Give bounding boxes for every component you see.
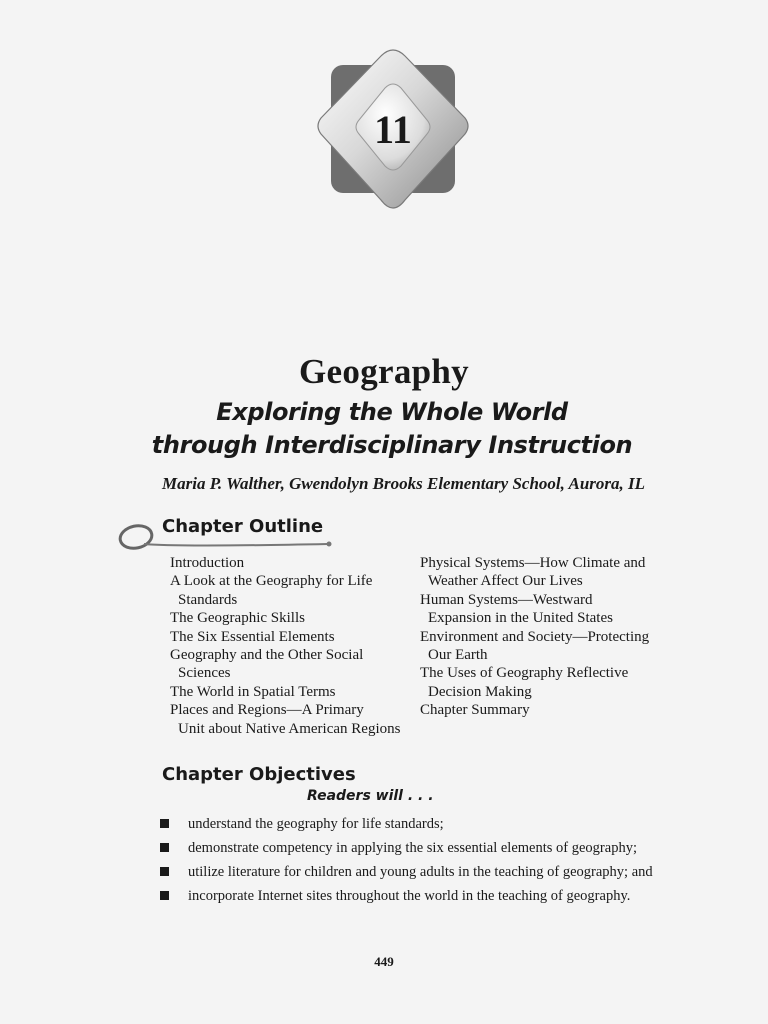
outline-item: Chapter Summary bbox=[420, 702, 530, 719]
chapter-outline-heading: Chapter Outline bbox=[162, 516, 324, 537]
square-bullet-icon bbox=[160, 867, 169, 876]
chapter-objectives-heading: Chapter Objectives bbox=[162, 764, 356, 785]
outline-rule-line bbox=[144, 544, 328, 546]
outline-right-column bbox=[420, 554, 680, 720]
subtitle-line-1: Exploring the Whole World bbox=[216, 398, 568, 426]
outline-item: The World in Spatial Terms bbox=[170, 683, 336, 700]
chapter-badge-graphic bbox=[315, 48, 471, 210]
outline-left-column bbox=[170, 554, 420, 738]
outline-item: Places and Regions—A Primary bbox=[170, 702, 364, 719]
outline-item: The Six Essential Elements bbox=[170, 628, 335, 645]
outline-item: Our Earth bbox=[428, 647, 488, 664]
objective-text: utilize literature for children and young adults in the teaching of geography; and bbox=[188, 864, 653, 880]
outline-item: Expansion in the United States bbox=[428, 610, 613, 627]
outline-item: Decision Making bbox=[428, 683, 532, 700]
outline-item: Geography and the Other Social bbox=[170, 647, 364, 664]
outline-item: A Look at the Geography for Life bbox=[170, 573, 373, 590]
square-bullet-icon bbox=[160, 819, 169, 828]
outline-item: The Uses of Geography Reflective bbox=[420, 665, 629, 682]
chapter-badge bbox=[315, 48, 471, 210]
chapter-number: 11 bbox=[374, 107, 412, 152]
outline-item: Unit about Native American Regions bbox=[178, 720, 401, 737]
objective-item bbox=[160, 884, 720, 908]
outline-item: Sciences bbox=[178, 665, 231, 682]
outline-ring-shape bbox=[118, 523, 154, 551]
outline-item: Standards bbox=[178, 591, 238, 608]
objective-item bbox=[160, 836, 720, 860]
square-bullet-icon bbox=[160, 891, 169, 900]
outline-item: Environment and Society—Protecting bbox=[420, 628, 650, 645]
outline-item: Introduction bbox=[170, 555, 245, 571]
objectives-lead: Readers will . . . bbox=[307, 788, 434, 804]
outline-item: The Geographic Skills bbox=[170, 610, 305, 627]
objective-text: incorporate Internet sites throughout the world in the teaching of geography. bbox=[188, 888, 631, 904]
chapter-title: Geography bbox=[299, 352, 469, 391]
square-bullet-icon bbox=[160, 843, 169, 852]
subtitle-line-2: through Interdisciplinary Instruction bbox=[151, 431, 633, 459]
outline-item: Weather Affect Our Lives bbox=[428, 573, 583, 590]
objective-text: understand the geography for life standards; bbox=[188, 816, 444, 832]
outline-item: Human Systems—Westward bbox=[420, 591, 593, 608]
outline-item: Physical Systems—How Climate and bbox=[420, 555, 646, 571]
objective-item bbox=[160, 812, 720, 836]
chapter-subtitle bbox=[0, 396, 768, 462]
outline-rule-dot bbox=[327, 542, 332, 547]
page-number: 449 bbox=[374, 954, 394, 969]
objective-item bbox=[160, 860, 720, 884]
objectives-list bbox=[160, 812, 720, 908]
objective-text: demonstrate competency in applying the six essential elements of geography; bbox=[188, 840, 637, 856]
author-line: Maria P. Walther, Gwendolyn Brooks Elementary School, Aurora, IL bbox=[162, 474, 646, 493]
